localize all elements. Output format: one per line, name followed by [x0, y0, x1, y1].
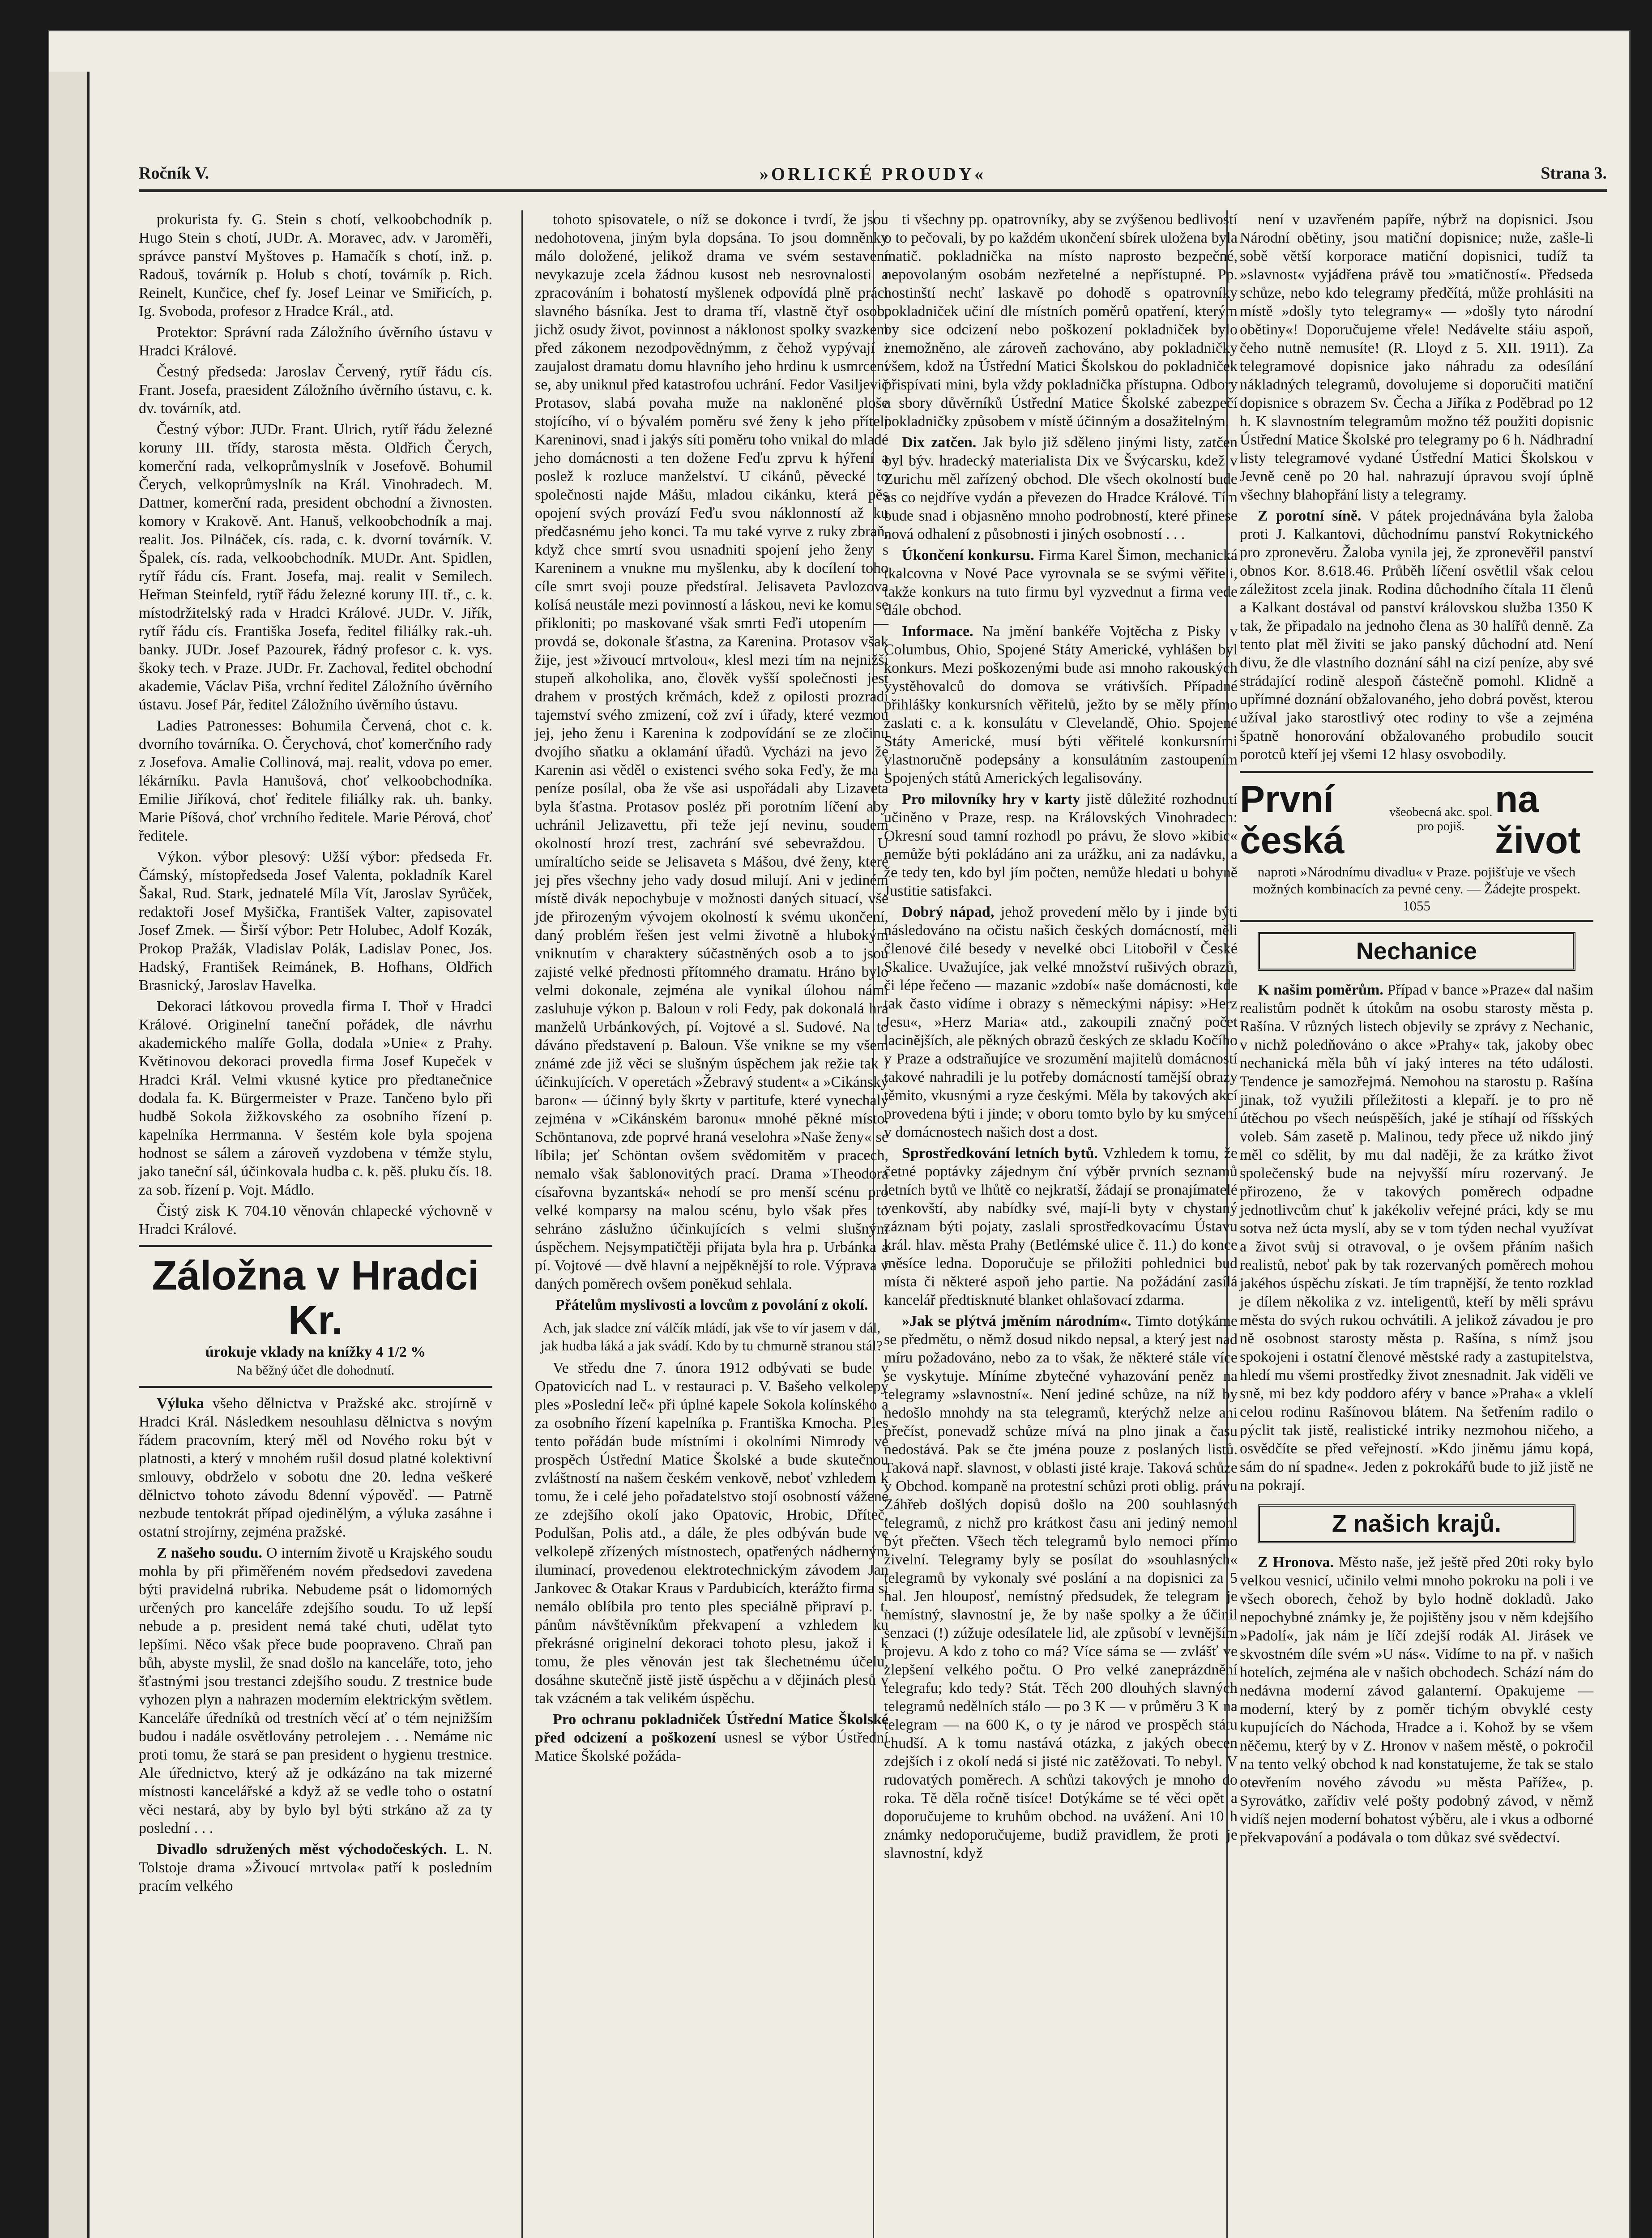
net-profit-paragraph: Čistý zisk K 704.10 věnován chlapecké výchovně v Hradci Králové.	[139, 1203, 492, 1238]
previous-page-edge	[49, 72, 90, 2238]
article-title: Informace.	[902, 623, 973, 640]
header-rule	[139, 189, 1607, 192]
article-card-players	[884, 790, 1238, 900]
ladies-patronesses-paragraph: Ladies Patronesses: Bohumila Červená, chot c. k. dvorního továrníka. O. Čerychová, choť komerčního rady z Josefova. Amalie Collinová, maj. realit, vdova po emer. lékárníku. Pavla Hanušová, choť velkoobchodníka. Emilie Jiříková, choť ředitele filiálky rak. uh. banky. Marie Píšová, choť vrchního ředitele. Marie Pérová, choť ředitele.	[139, 718, 492, 844]
article-title: K našim poměrům.	[1258, 982, 1383, 998]
protector-paragraph: Protektor: Správní rada Záložního úvěrního ústavu v Hradci Králové.	[139, 324, 492, 359]
article-title: Úkončení konkursu.	[902, 547, 1034, 564]
article-body: Město naše, jež ještě před 20ti roky bylo velkou vesnicí, učinilo velmi mnoho pokroku na poli i ve všech oborech, čehož by bylo hodně dokladů. Jako nepochybné známky je, že pojištěny jsou v něm kdejšího »Padolí«, jak nám je líčí zdejší rodák Al. Jirásek ve skvostném díle svém »U nás«. Vidíme to na př. v našich hotelích, zejména ale v našich obchodech. Schází nám do nedávna moderní závod galanterní. Opakujeme — moderní, který by z poměr tichým obvyklé cesty kupujících do Náchoda, Hradce a i. Kohož by se všem něčemu, který by v Z. Hronov v našem městě, o pokročil na tento velký obchod k nad konstatujeme, že tak se stalo otevřením nového závodu »u města Paříže«, p. Syrovátko, zařídiv velé pošty podobný závod, v němž vidíš nejen moderní bohatost výběru, ale i vkus a odborné překvapování a podávala o tom důkaz své svědectví.	[1240, 1554, 1594, 1846]
article-body: jistě důležité rozhodnutí učiněno v Praze, resp. na Královských Vinohradech: Okresní soud tamní rozhodl po právu, že slovo »kibic« nemůže býti pokládáno ani za urážku, ani za nadávku, a že tedy ten, kdo byl jím počten, nemůže hledati u bohyně Justitie satisfakci.	[884, 791, 1238, 899]
ad-note: Na běžný účet dle dohodnutí.	[236, 1363, 395, 1378]
article-lockout	[139, 1394, 492, 1541]
article-title: Pro ochranu pokladniček Ústřední Matice Školské před odcizení a poškození	[535, 1711, 888, 1746]
executive-committee-paragraph: Výkon. výbor plesový: Užší výbor: předseda Fr. Čámský, místopředseda Josef Valenta, pokladník Karel Šakal, Rud. Stark, jednatelé Míla Vít, Jaroslav Syrůček, redaktoři Josef Myšička, František Valter, zapisovatel Josef Zmek. — Širší výbor: Petr Holubec, Adolf Kozák, Prokop Pražák, Vladislav Polák, Ladislav Ponec, Jos. Hadský, František Reimánek, B. Hofhans, Oldřich Brasnický, Jaroslav Havelka.	[139, 849, 492, 994]
article-body: Jak bylo již sděleno jinými listy, zatčen byl býv. hradecký materialista Dix ve Švýcarsku, kdež v Zurichu měl zařízený obchod. Dle všech okolností bude as co nejdříve vydán a převezen do Hradce Králové. Tím bude snad i objasněno mnoho podrobností, které přinese nová odhalení z působnosti i jiných osobností . . .	[884, 434, 1238, 542]
honorary-committee-paragraph: Čestný výbor: JUDr. Frant. Ulrich, rytíř řádu železné koruny III. třídy, starosta města. Oldřich Čerych, komerční rada, velkoprůmyslník v Josefově. Bohumil Čerych, velkoprůmyslník na Král. Vinohradech. M. Dattner, komerční rada, president obchodní a živnosten. komory v Krakově. Ant. Hanuš, velkoobchodník a maj. realit. Jos. Pilnáček, cís. rada, c. k. dvorní továrník. V. Špalek, cís. rada, velkoobchodník. MUDr. Ant. Spidlen, rytíř řádu cís. Frant. Josefa, maj. realit v Semilech. Heřman Steinfeld, rytíř řádu železné koruny III. tř., c. k. místodržitelský rada v Hradci Králové. JUDr. V. Jiřík, rytíř řádu cís. Františka Josefa, ředitel filiálky rak.-uh. banky. JUDr. Josef Pazourek, řádný profesor c. k. vys. škoky tech. v Praze. JUDr. Fr. Zachoval, ředitel obchodní akademie, Václav Piša, vrchní ředitel Záložního úvěrního ústavu. Josef Pár, ředitel Záložního úvěrního ústavu.	[139, 421, 492, 713]
article-title: Divadlo sdružených měst východočeských.	[157, 1841, 447, 1858]
article-good-idea	[884, 903, 1238, 1141]
newspaper-page	[49, 31, 1629, 2238]
article-body: usnesl se výbor Ústřední Matice Školské požáda-	[535, 1730, 888, 1764]
ad-title-right: na život	[1494, 778, 1581, 861]
ad-subtitle: úrokuje vklady na knížky 4 1/2 %	[205, 1344, 426, 1360]
article-body: Timto dotýkáme se předmětu, o němž dosud nikdo nepsal, a který jest nad míru požadováno, nebo za to však, že některé stále více se vyskytuje. Míníme zbytečné vyhazování peněz na telegramy »slavnostní«. Není jediné schůze, na níž by nedošlo mnohdy na sta telegramů, kterýchž nelze ani přečíst, ponevadž schůze mívá na plno jinak a času nedostává. Pak se čte jména pouze z poslaných listů. Taková např. slavnost, v oblasti jisté kraje. Taková schůze v Obchod. kompaně na protestní schůzi proti oblig. právu Záhřeb došlých dopisů došlo na 200 souhlasných telegramů, z nichž pro krátkost času ani jediný nemohl být přečten. Všech těch telegramů bylo nemoci přímo živelní. Telegramy byly se posílat do »souhlasných« telegramů by vykonaly své poslání a na dopisnici za 5 hal. Jen hlouposť, nemístný předsudek, že telegram je nemístný, slavnostní je, že by naše spolky a že účinil senzaci (!) zúžuje odesílatele lid, ale způsobí v levnějším projevu. A kdo z toho co má? Více sáma se — zvlášť ve zlepšení velkého počtu. O Pro velké zaneprázdnění telegrafu; kdo tedy? Stát. Těch 200 dlouhých slavných telegramů nedělních stálo — po 3 K — v průměru 3 K na telegram — na 600 K, o ty je národ ve prospěch státu chudší. A k tomu nastává otázka, z jakých obecen zdejších i z okolí nedá si jisté nic zatěžovati. To nebyl. V rudovatých poměrech. A schůzi takových je mnoho do roka. Tě děla ročně tisíce! Dotýkáme se té věci opět a doporučujeme to kruhům obchod. na uvážení. Ani 10 h známky nedoporučujeme, budiž pravidlem, že proti je slavnostní, když	[884, 1313, 1238, 1862]
collection-boxes-continuation: ti všechny pp. opatrovníky, aby se zvýšenou bedlivostí o to pečovali, by po každém ukončení sbírek uložena byla matič. pokladnička na místo naprosto bezpečné, nepovolaným osobám nezřetelné a nepřístupné. Pp. hostinští nechť laskavě po dohodě s opatrovníky pokladniček učiní dle místních poměrů opatření, kterým by sice odcizení nebo poškození pokladniček bylo znemožněno, ale zároveň zachováno, aby pokladničky všem, kdož na Ústřední Matici Školskou do pokladniček přispívati mini, byla vždy pokladnička přístupna. Odbory a sbory důvěrníků Ústřední Matice Školské zabezpečí pokladničky způsobem v místě účinným a dosažitelným.	[884, 211, 1238, 430]
ad-title-middle: všeobecná akc. spol. pro pojiš.	[1389, 805, 1493, 833]
article-wasting-wealth	[884, 1312, 1238, 1862]
wasting-wealth-continuation: není v uzavřeném papíře, nýbrž na dopisnici. Jsou Národní obětiny, jsou matiční dopisnice; nuže, zašle-li sobě větší korporace matiční dopisnici, tudíž ta »slavnost« vyjádřena právě tou »matičností«. Předseda schůze, nebo kdo telegramy předčítá, může prohlásiti na místě »došly tyto telegramy« — »došly tyto národní obětiny«! Doporučujeme vřele! Nedávelte stáiu aspoň, čeho nutně nemusíte! (R. Lloyd z 5. XII. 1911). Za telegramové dopisnice jako náhradu za odesílání nákladných telegramů, dovolujeme si doporučiti matiční dopisnice s obrazem Sv. Čecha a Jiříka z Poděbrad po 12 h. K slavnostním telegramům možno též použiti dopisnic Ústřední Matice Školské pro telegramy po 6 h. Nádhradní listy telegramové vydané Ústřední Matici Školskou v Jevně ceně po 20 hal. nahrazují úpravou svojí úplně všechny blahopřání listy a telegramy.	[1240, 211, 1593, 503]
article-body: Případ v bance »Praze« dal našim realistům podnět k útokům na osobu starosty města p. Rašína. V různých listech objevily se zprávy z Nechanic, v nichž poledňováno o akce »Prahy« tak, jakoby obec nechanická měla bůh ví jaký interes na této události. Tendence je samozřejmá. Nemohou na starostu p. Rašína jinak, tož využili příležitosti a klepaří. je to pro ně útěchou po všech neúspěších, jaké je stíhají od říšských voleb. Sám zasetě p. Malinou, tedy přece už nikdo jiný měl co sdělit, by mu dal naději, že za krátko život společenský bude na nejvyšší míru rozervaný. Je přirozeno, že v takových poměrech odpadne jednotlivcům chuť k jakékoliv veřejné práci, kdy se mu sotva než úcta myslí, aby se v tom týden nechal využívat a život svůj si otravoval, o je ovšem přáním našich realistů, neboť pak by tak rozervaných poměrech mohou jakéhos úspěchu získati. Je tím trapnější, že tento rozklad je dílem několika z vz. inteligentů, kteří by měli správu města do svých rukou ochvátili. A jelikož závadou je pro ně osobnost starosty města p. Rašína, s nímž jsou spokojeni i ostatní členové městské rady a zastupitelstva, hledí mu všemi prostředky život znesnadnit. Jak viděli ve sně, mi bez kdy poddoro aféry v bance »Praha« a vklelí celou rodinu Rašínovou blátem. Na šetřením radilo o pýclit tak jistě, realistické intriky nezmohou ničeho, a osvědčíte se před veřejností. »Kdo jiněmu jámu kopá, sám do ní spadne«. Jeden z pokrokářů bude to již jistě ne na pokrají.	[1240, 982, 1594, 1494]
column-2	[535, 210, 888, 1768]
ball-guests-paragraph: prokurista fy. G. Stein s chotí, velkoobchodník p. Hugo Stein s chotí, JUDr. A. Moravec, adv. v Jaroměři, správce panství Myštoves p. Hamačík s chotí, inž. p. Radouš, továrník p. Holub s chotí, továrník p. Rich. Reinelt, Kunčice, chef fy. Josef Leinar ve Smiřicích, p. Ig. Svoboda, profesor z Hradce Král., atd.	[139, 211, 492, 320]
article-court	[139, 1544, 492, 1837]
volume-label: Ročník V.	[139, 164, 209, 183]
article-theatre	[139, 1840, 492, 1895]
column-4	[1240, 210, 1593, 1849]
article-information	[884, 622, 1238, 787]
article-title: Z našeho soudu.	[157, 1545, 263, 1561]
insurance-advertisement	[1240, 771, 1593, 922]
theatre-continuation: tohoto spisovatele, o níž se dokonce i tvrdí, že jsou nedohotovena, jiným byla dopsána. To jsou domněnky málo doložené, jelikož drama ve svém sestavení nevykazuje zcela žádnou kusost neb nesrovnalosti a zpracováním i bohatostí myšlenek odpovídá plně práci slavného básníka. Jest to drama tří, vlastně čtyř osob, jichž osudy život, povinnost a náklonost spolky svazkem před zákonem nezodpovědnýmm, z čehož vypývají i zaujalost dramatu domu hlavního jeho hrdinu k usmrcení se, aby uniknul před katastrofou uchrání. Fedor Vasiljevič Protasov, slabá povaha muže na nakloněné ploše stojícího, ví o bývalém poměru své ženy k jeho příteli Kareninovi, snad i jakýs síti poměru toho vnikal do mladé jeho domácnosti a ten dožene Feďu zprvu k hýření a poslež k rozluce manželství. U cikánů, pěvecké to společnosti najde Mášu, mladou cikánku, která pěs opojení svých provází Feďu svou náklonností až ku předčasnému jeho konci. Ta mu také vyrve z ruky zbraň, když chce smrtí svou usnadniti spojení jeho ženy s Kareninem a vnukne mu myšlenku, aby k docílení toho cíle smrt svoji pouze předstíral. Jelisaveta Pavlozova kolísá neustále mezi povinností a láskou, nevi ke komu se přikloniti; po maskované však smrti Feďi utopením — provdá se, dokonale šťastna, za Karenina. Protasov však žije, jest »živoucí mrtvolou«, klesl mezi tím na nejnižší stupeň alkoholika, ano, člověk vyšší společnosti jest drahem v prostých krčmách, kdež z opilosti prozradí tajemství svého zmizení, což zví i úřady, které vezmou jej, jeho ženu i Karenina k zodpovídání se ze zločinu dvojího sňatku a oklamání úřadů. Vycházi na jevo že Karenin asi věděl o existenci svého soka Feďy, že ma i peníze posílal, oba že vše asi uspořádali aby Lizaveta byla šťastna. Protasov posléz při porotním líčení aby uchránil Jelizavettu, při teže její nevinu, soudem okolností hrozí trest, zachrání své sebevraždou. U umíraltícho seide se Jelisaveta s Mášou, dvé ženy, které jej přes všechny jeho vady dosud milují. Ani v jediném místě divák nepochybuje v možnosti daných situací, vše jde přirozeným vývojem okolností k svému ukončení, daný problém řešen jest velmi životně a hlubokým vniknutím v charaktery súčastněných osob a to jsou zajisté velké přednosti přítomného dramatu. Hráno bylo velmi dokonale, zejména ale vynikal úlohou námi zasluhuje výkon p. Baloun v roli Fedy, pak dokonalá hra manželů Urbánkových, pí. Vojtové a sl. Sudové. Na to dáváno představení p. Baloun. Vše vnikne se my všem známé zde již věci se slušným úspěchem jak režie tak i účinkujících. V operetách »Žebravý student« a »Cikánský baron« — účinný byly škrty v partitufe, které vynechaly zejména v »Cikánském baronu« mnohé pěkné místo. Schöntanova, zde poprvé hraná veselohra »Naše ženy« se líbila; jeť Schöntan ovšem svědomitěm v pracech, nemalo však šablonovitých prací. Drama »Theodora císařovna byzantská« nehodí se pro menší scénu pro velké komparsy na malou scénu, bylo však přes to sehráno záslužno účinkujících s velmi slušným úspěchem. Nejsympatičtěji přijata byla hra p. Urbánka a pí. Vojtové — dvě hlavní a nejpěknější to role. Výprava v daných poměrech ovšem poněkud sehlala.	[535, 211, 888, 1292]
article-hronov	[1240, 1553, 1593, 1847]
zalozna-advertisement	[139, 1245, 492, 1388]
ad-title-left: První česká	[1240, 778, 1345, 861]
article-body: Firma Karel Šimon, mechanická tkalcovna v Nové Pace vyrovnala se se svými věřiteli, takže konkurs na tuto firmu byl vyzvednut a firma vede dále obchod.	[884, 547, 1238, 619]
ball-invitation-heading: Přátelům myslivosti a lovcům z povolání z okolí.	[555, 1297, 868, 1313]
article-title: Z porotní síně.	[1258, 508, 1362, 524]
article-title: Sprostředkování letních bytů.	[902, 1145, 1098, 1162]
column-3	[884, 210, 1238, 1865]
page-number: Strana 3.	[1541, 164, 1607, 183]
article-jury-room	[1240, 507, 1593, 764]
article-title: Výluka	[157, 1395, 204, 1412]
article-body: Vzhledem k tomu, že četné poptávky zájednym ční výběr prvních seznamů letních bytů ve lhůtě co nejkratší, žádají se pronajímatelé venkovští, aby nabídky své, mají-li byty v chystaný záznam býti pojaty, zaslali sprostředkovacímu Ústavu král. hlav. města Prahy (Betlémské ulice č. 11.) do konce měsíce ledna. Doporučuje se přiložiti pohlednici bud místa či některé aspoň jeho partie. Na požádání zasílá kancelář předtisknuté blanket ohlašovací zdarma.	[884, 1145, 1238, 1308]
article-bankruptcy-end	[884, 546, 1238, 619]
article-title: Pro milovníky hry v karty	[902, 791, 1080, 807]
ad-text: naproti »Národnímu divadlu« v Praze. pojišťuje ve všech možných kombinacích za pevné ceny. — Žádejte prospekt. 1055	[1252, 864, 1581, 914]
article-body: V pátek projednávána byla žaloba proti J. Kalkantovi, důchodnímu panství Rokytnického pro zpronevěru. Žaloba vynila jej, že zpronevěřil panství obnos Kor. 8.618.46. Průběh líčení osvětlil však celou záležitost zcela jinak. Rodina důchodního čítala 11 členů a Kalkant dostával od panství královskou služba 1350 K tak, že připadalo na jednoho člena as 30 halířů denně. Za tento plat měl živiti se jako panský důchodní atd. Není divu, že dle vlastního doznání sáhl na cizí peníze, aby své strádající rodině alespoň částečně pomohl. Klidně a upřímné doznání obžalovaného, jeho dobrá pověst, kterou užíval jako starostlivý otec rodiny to vše a zejména špatně honorování obžalovaného probudilo soucit porotců kteří jej všemi 12 hlasy osvobodily.	[1240, 508, 1593, 763]
article-our-conditions	[1240, 981, 1593, 1495]
page-header	[139, 163, 1607, 190]
article-title: »Jak se plýtvá jměním národním«.	[902, 1313, 1131, 1329]
article-title: Z Hronova.	[1258, 1554, 1334, 1571]
ball-announcement: Ve středu dne 7. února 1912 odbývati se bude v Opatovicích nad L. v restauraci p. V. Bašeho velkolepý ples »Poslední leč« při úplné kapele Sokola kolínského a za osobního řízení kapelníka p. Františka Kmocha. Ples tento pořádán bude místními i okolními Nimrody ve prospěch Ústřední Matice Školské a bude skutečnou zvláštností na našem českém venkově, neboť vzhledem k tomu, že i celé jeho pořadatelstvo stojí osobností vážené ze zdejšího okolí jako Opatovic, Hrobic, Dříteč, Podulšan, Polis atd., a dále, že ples odbýván bude ve velkolepě zřízených místnostech, opatřených nádherným iluminací, provedenou elektrotechnickým závodem Jan Jankovec & Otakar Kraus v Pardubicích, kterážto firma si nemálo oblíbila pro tento ples speciálně připraví p. t. pánům návštěvníkům překvapení a vzhledem ku překrásné originelní dekoraci tohoto plesu, jakož i k tomu, že ples věnován jest tak šlechetnému účelu, dosáhne skutečně jistě jistě úspěchu a v dějinách plesů v tak vzácném a tak velikém úspěchu.	[535, 1360, 888, 1707]
article-title: Dix zatčen.	[902, 434, 977, 451]
article-body: Na jmění bankéře Vojtěcha z Pisky v Columbus, Ohio, Spojené Státy Americké, vyhlášen byl konkurs. Mezi poškozenými bude asi mnoho rakouských vystěhovalců do domova se vrátivších. Případné přihlášky konkursních věřitelů, ježto by se měly přímo zaslati c. a k. konsulátu v Clevelandě, Ohio. Spojené Státy Americké, musí býti věřitelé konkursními vlastnoručně podepsány a konsulátním zastoupením Spojených států Amerických legalisovány.	[884, 623, 1238, 786]
column-1	[139, 210, 492, 1898]
newspaper-title: »ORLICKÉ PROUDY«	[759, 164, 986, 184]
article-collection-boxes	[535, 1710, 888, 1765]
column-divider	[521, 210, 523, 2238]
article-body: všeho dělnictva v Pražské akc. strojírně v Hradci Král. Následkem nesouhlasu dělnictva s novým řádem pracovním, který měl od Nového roku být v platnosti, a který v mnohém rušil dosud platné kolektivní smlouvy, obdrželo v sobotu dne 20. ledna veškeré dělnictvo tohoto závodu 8denní výpověď. — Patrně nezbude tentokrát případ ojedinělým, a výluka zasáhne i ostatní strojírny, zejména pražské.	[139, 1395, 493, 1540]
poem-verse: Ach, jak sladce zní válčík mládí, jak vše to vír jasem v dál, jak hudba láká a jak svádí. Kdo by tu chmurně stranou stál?	[540, 1320, 883, 1354]
section-heading-nechanice: Nechanice	[1258, 932, 1575, 971]
ad-title: Záložna v Hradci Kr.	[152, 1253, 479, 1343]
section-heading-regions: Z našich krajů.	[1258, 1504, 1575, 1543]
decoration-paragraph: Dekoraci látkovou provedla firma I. Thoř v Hradci Králové. Originelní taneční pořádek, dle návrhu akademického malíře Golla, dodala »Unie« z Prahy. Květinovou dekoraci provedla firma Josef Kupeček v Hradci Král. Velmi vkusné kytice pro předtanečnice dodala fa. K. Bürgermeister v Praze. Tančeno bylo při hudbě Sokola žižkovského za osobního řízení p. kapelníka Herrmanna. V šestém kole byla spojena hodnost se sálem a zároveň vyzdobena v témže stylu, jako taneční sál, účinkovala hudba c. k. pěš. pluku čís. 18. za sob. řízení p. Vojt. Mádlo.	[139, 998, 492, 1198]
article-body: L. N. Tolstoje drama »Živoucí mrtvola« patří k posledním pracím velkého	[139, 1841, 493, 1894]
article-body: jehož provedení mělo by i jinde býti následováno na očistu našich českých domácností, měli členové čilé besedy v nevelké obci Litobořil v České Skalice. Uvažujíce, jak velké množství rušivých obrazů, či lépe řečeno — mazanic »zdobí« naše domácnosti, kde tak často vidíme i obrazy s německými nápisy: »Herz Jesu«, »Herz Maria« atd., zakoupili značný počet lacinějších, ale pěkných obrazů českých ze skladu Kočího v Praze a odstraňujíce ve srozumění majitelů domácností takové nahradili je lu potřeby domácností tamější obrazy těmito, vkusnými a ryze českými. Měla by takových akcí provedena býti i jinde; v oboru tomto bylo by ku smýcení v domácnostech našich dost a dost.	[884, 904, 1238, 1140]
ad-headline-row	[1240, 778, 1593, 861]
article-dix	[884, 433, 1238, 543]
article-title: Dobrý nápad,	[902, 904, 995, 920]
honorary-chair-paragraph: Čestný předseda: Jaroslav Červený, rytíř řádu cís. Frant. Josefa, praesident Záložního úvěrního ústavu, c. k. dv. továrník, atd.	[139, 363, 492, 417]
article-summer-flats	[884, 1144, 1238, 1309]
article-body: O interním životě u Krajského soudu mohla by při přiměřeném novém předsedovi zavedena býti pravidelná rubrika. Nebudeme psát o lidomorných určených pro kanceláře zdejšího soudu. To už lepší nebude a p. president nemá také chuti, udělat tyto lepšími. Něco však přece bude poopraveno. Chraň pan bůh, abyste myslil, že snad došlo na kanceláře, toto, jeho šťastnými jsou trestanci zdejšího soudu. Z trestnice bude vyhozen plyn a nahrazen moderním elektrickým světlem. Kanceláře úředníků od trestních věcí ať o tém nejnižším budou i nadále osvětlovány petrolejem . . . Nemáme nic proti tomu, že stará se pan president o hygienu trestnice. Ale úřednictvo, který až je odkázáno na tak mizerné místnosti kancelářské a když až se vedle toho o ostatní věci nestará, aby by bylo byl býti strkáno až za ty poslední . . .	[139, 1545, 493, 1837]
